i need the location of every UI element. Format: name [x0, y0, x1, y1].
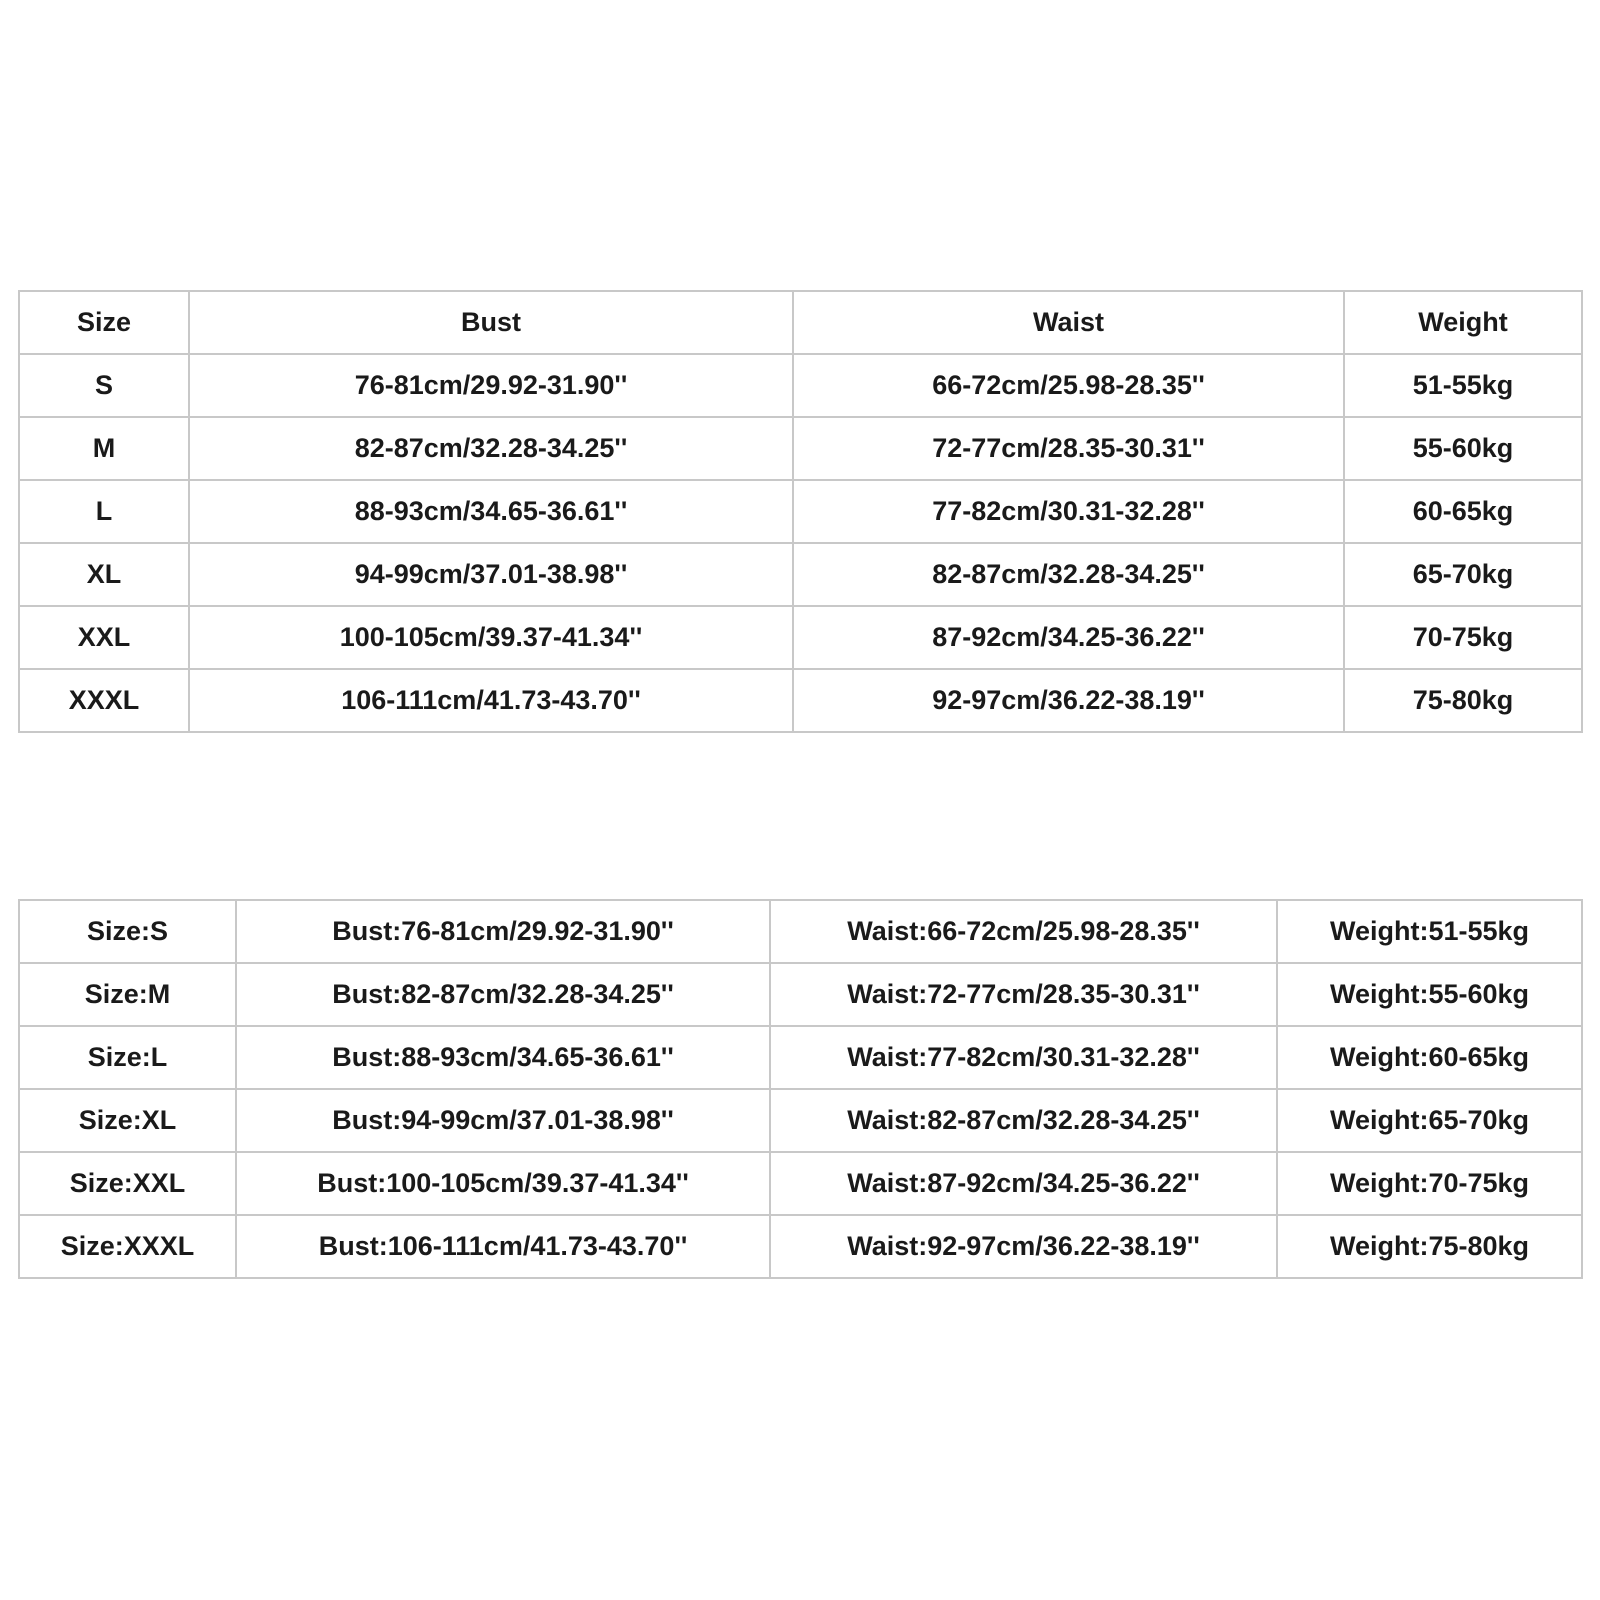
cell-weight: Weight:51-55kg — [1277, 900, 1582, 963]
cell-bust: Bust:82-87cm/32.28-34.25'' — [236, 963, 770, 1026]
cell-waist: Waist:66-72cm/25.98-28.35'' — [770, 900, 1277, 963]
cell-waist: 66-72cm/25.98-28.35'' — [793, 354, 1344, 417]
cell-size: S — [19, 354, 189, 417]
table-row — [19, 1215, 1582, 1278]
cell-waist: Waist:72-77cm/28.35-30.31'' — [770, 963, 1277, 1026]
cell-size: L — [19, 480, 189, 543]
cell-waist: 77-82cm/30.31-32.28'' — [793, 480, 1344, 543]
cell-size: Size:XL — [19, 1089, 236, 1152]
cell-waist: Waist:92-97cm/36.22-38.19'' — [770, 1215, 1277, 1278]
cell-waist: 82-87cm/32.28-34.25'' — [793, 543, 1344, 606]
cell-size: Size:XXL — [19, 1152, 236, 1215]
cell-bust: 106-111cm/41.73-43.70'' — [189, 669, 793, 732]
cell-bust: 82-87cm/32.28-34.25'' — [189, 417, 793, 480]
cell-bust: 94-99cm/37.01-38.98'' — [189, 543, 793, 606]
cell-waist: Waist:77-82cm/30.31-32.28'' — [770, 1026, 1277, 1089]
header-bust: Bust — [189, 291, 793, 354]
cell-bust: Bust:106-111cm/41.73-43.70'' — [236, 1215, 770, 1278]
cell-size: XXL — [19, 606, 189, 669]
table-row — [19, 480, 1582, 543]
table-row — [19, 1089, 1582, 1152]
cell-bust: Bust:100-105cm/39.37-41.34'' — [236, 1152, 770, 1215]
cell-weight: 65-70kg — [1344, 543, 1582, 606]
cell-weight: Weight:75-80kg — [1277, 1215, 1582, 1278]
table-row — [19, 1026, 1582, 1089]
table-row — [19, 417, 1582, 480]
cell-waist: 87-92cm/34.25-36.22'' — [793, 606, 1344, 669]
cell-weight: Weight:60-65kg — [1277, 1026, 1582, 1089]
table-header-row — [19, 291, 1582, 354]
table-row — [19, 669, 1582, 732]
cell-size: XXXL — [19, 669, 189, 732]
cell-bust: 76-81cm/29.92-31.90'' — [189, 354, 793, 417]
table-row — [19, 900, 1582, 963]
table-row — [19, 963, 1582, 1026]
cell-weight: 60-65kg — [1344, 480, 1582, 543]
header-weight: Weight — [1344, 291, 1582, 354]
cell-bust: Bust:94-99cm/37.01-38.98'' — [236, 1089, 770, 1152]
cell-size: Size:L — [19, 1026, 236, 1089]
table-row — [19, 354, 1582, 417]
cell-weight: Weight:70-75kg — [1277, 1152, 1582, 1215]
cell-bust: Bust:88-93cm/34.65-36.61'' — [236, 1026, 770, 1089]
table-row — [19, 606, 1582, 669]
cell-size: Size:XXXL — [19, 1215, 236, 1278]
cell-size: M — [19, 417, 189, 480]
cell-waist: 72-77cm/28.35-30.31'' — [793, 417, 1344, 480]
header-size: Size — [19, 291, 189, 354]
cell-size: XL — [19, 543, 189, 606]
cell-size: Size:S — [19, 900, 236, 963]
cell-bust: 88-93cm/34.65-36.61'' — [189, 480, 793, 543]
cell-size: Size:M — [19, 963, 236, 1026]
cell-weight: 55-60kg — [1344, 417, 1582, 480]
table-row — [19, 543, 1582, 606]
table-row — [19, 1152, 1582, 1215]
size-chart-table-header-style — [18, 290, 1583, 733]
cell-weight: Weight:65-70kg — [1277, 1089, 1582, 1152]
cell-bust: 100-105cm/39.37-41.34'' — [189, 606, 793, 669]
cell-weight: 70-75kg — [1344, 606, 1582, 669]
size-chart-table-labeled-style — [18, 899, 1583, 1279]
cell-waist: Waist:82-87cm/32.28-34.25'' — [770, 1089, 1277, 1152]
cell-weight: Weight:55-60kg — [1277, 963, 1582, 1026]
cell-weight: 75-80kg — [1344, 669, 1582, 732]
cell-weight: 51-55kg — [1344, 354, 1582, 417]
cell-waist: Waist:87-92cm/34.25-36.22'' — [770, 1152, 1277, 1215]
header-waist: Waist — [793, 291, 1344, 354]
cell-waist: 92-97cm/36.22-38.19'' — [793, 669, 1344, 732]
cell-bust: Bust:76-81cm/29.92-31.90'' — [236, 900, 770, 963]
